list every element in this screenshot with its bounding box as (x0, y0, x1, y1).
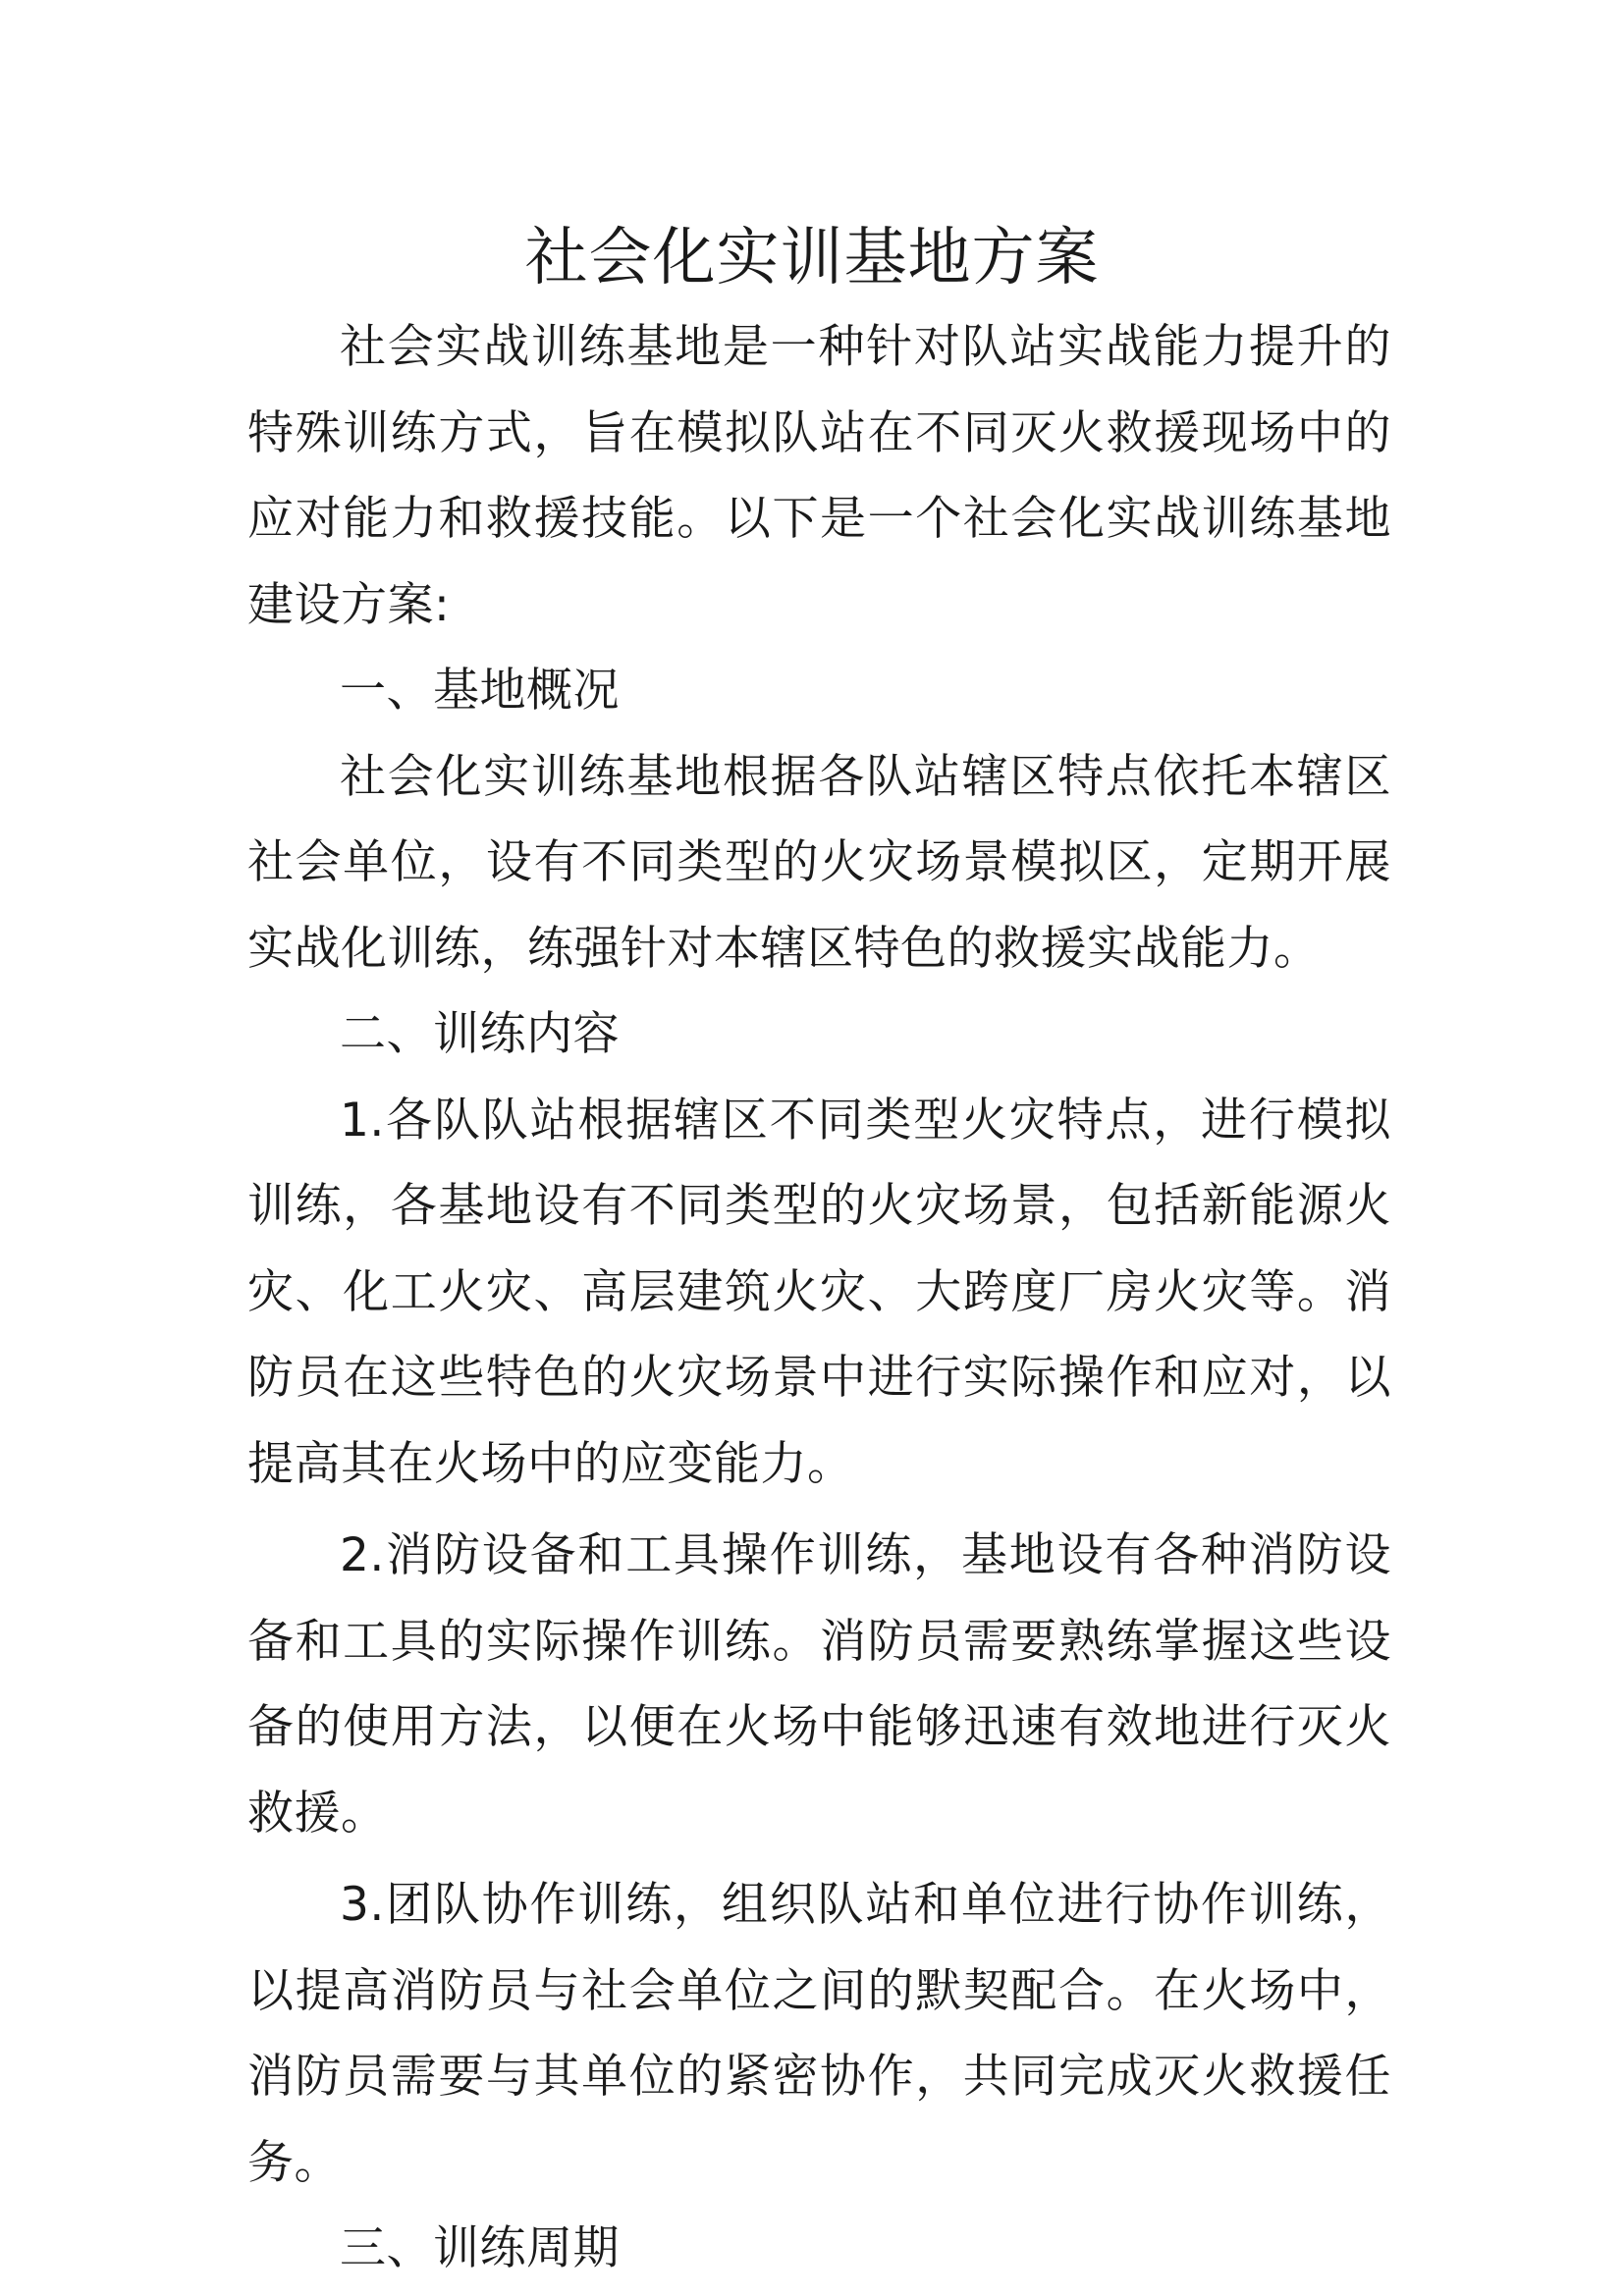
content-item-3: 3.团队协作训练，组织队站和单位进行协作训练，以提高消防员与社会单位之间的默契配合。在火场中，消防员需要与其单位的紧密协作，共同完成灭火救援任务。 (247, 1878, 1391, 2190)
section-heading-overview: 一、基地概况 (340, 664, 620, 718)
content-item-2: 2.消防设备和工具操作训练，基地设有各种消防设备和工具的实际操作训练。消防员需要熟练掌握这些设备的使用方法，以便在火场中能够迅速有效地进行灭火救援。 (247, 1528, 1391, 1841)
section-heading-cycle: 三、训练周期 (340, 2221, 620, 2275)
section-heading-content: 二、训练内容 (340, 1007, 620, 1061)
intro-paragraph: 社会实战训练基地是一种针对队站实战能力提升的特殊训练方式，旨在模拟队站在不同灭火救援现场中的应对能力和救援技能。以下是一个社会化实战训练基地建设方案: (247, 320, 1391, 632)
document-body (247, 304, 1391, 2292)
document-title: 社会化实训基地方案 (524, 222, 1100, 294)
overview-paragraph: 社会化实训练基地根据各队站辖区特点依托本辖区社会单位，设有不同类型的火灾场景模拟区，定期开展实战化训练，练强针对本辖区特色的救援实战能力。 (247, 749, 1391, 976)
content-item-1: 1.各队队站根据辖区不同类型火灾特点，进行模拟训练，各基地设有不同类型的火灾场景，包括新能源火灾、化工火灾、高层建筑火灾、大跨度厂房火灾等。消防员在这些特色的火灾场景中进行实际操作和应对，以提高其在火场中的应变能力。 (247, 1093, 1391, 1491)
